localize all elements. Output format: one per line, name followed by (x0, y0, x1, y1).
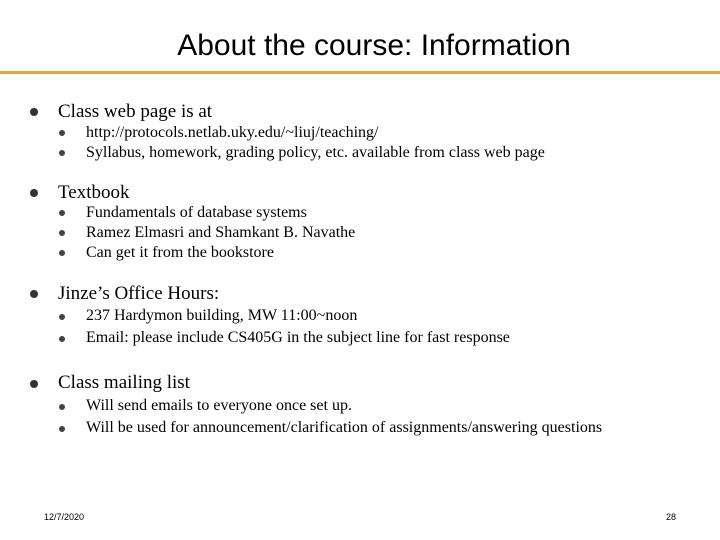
sub-bullet-dot (59, 336, 65, 342)
sub-bullet-dot (59, 250, 65, 256)
sub-bullet-text: http://protocols.netlab.uky.edu/~liuj/teaching/ (86, 124, 379, 141)
sub-bullet-dot (59, 404, 65, 410)
sub-bullet-text: 237 Hardymon building, MW 11:00~noon (86, 307, 358, 324)
bullet-text: Jinze’s Office Hours: (58, 283, 220, 304)
bullet-dot (30, 290, 38, 298)
sub-bullet-dot (59, 230, 65, 236)
page-number: 28 (666, 512, 677, 522)
sub-bullet-dot (59, 210, 65, 216)
title-divider (0, 71, 720, 74)
bullet-dot (30, 380, 38, 388)
sub-bullet-dot (59, 150, 65, 156)
sub-bullet-text: Email: please include CS405G in the subject line for fast response (86, 329, 510, 346)
sub-bullet-text: Will be used for announcement/clarification of assignments/answering questions (86, 419, 603, 436)
bullet-dot (30, 189, 38, 197)
sub-bullet-dot (59, 130, 65, 136)
sub-bullet-dot (59, 426, 65, 432)
footer-date: 12/7/2020 (44, 512, 85, 522)
sub-bullet-text: Can get it from the bookstore (86, 244, 274, 261)
sub-bullet-dot (59, 314, 65, 320)
bullet-text: Class web page is at (58, 101, 213, 122)
bullet-text: Textbook (58, 182, 130, 203)
slide-title: About the course: Information (177, 29, 571, 62)
bullet-text: Class mailing list (58, 372, 190, 393)
sub-bullet-text: Ramez Elmasri and Shamkant B. Navathe (86, 224, 356, 241)
sub-bullet-text: Will send emails to everyone once set up. (86, 397, 352, 414)
sub-bullet-text: Fundamentals of database systems (86, 204, 307, 221)
bullet-dot (30, 108, 38, 116)
sub-bullet-text: Syllabus, homework, grading policy, etc. available from class web page (86, 144, 545, 161)
